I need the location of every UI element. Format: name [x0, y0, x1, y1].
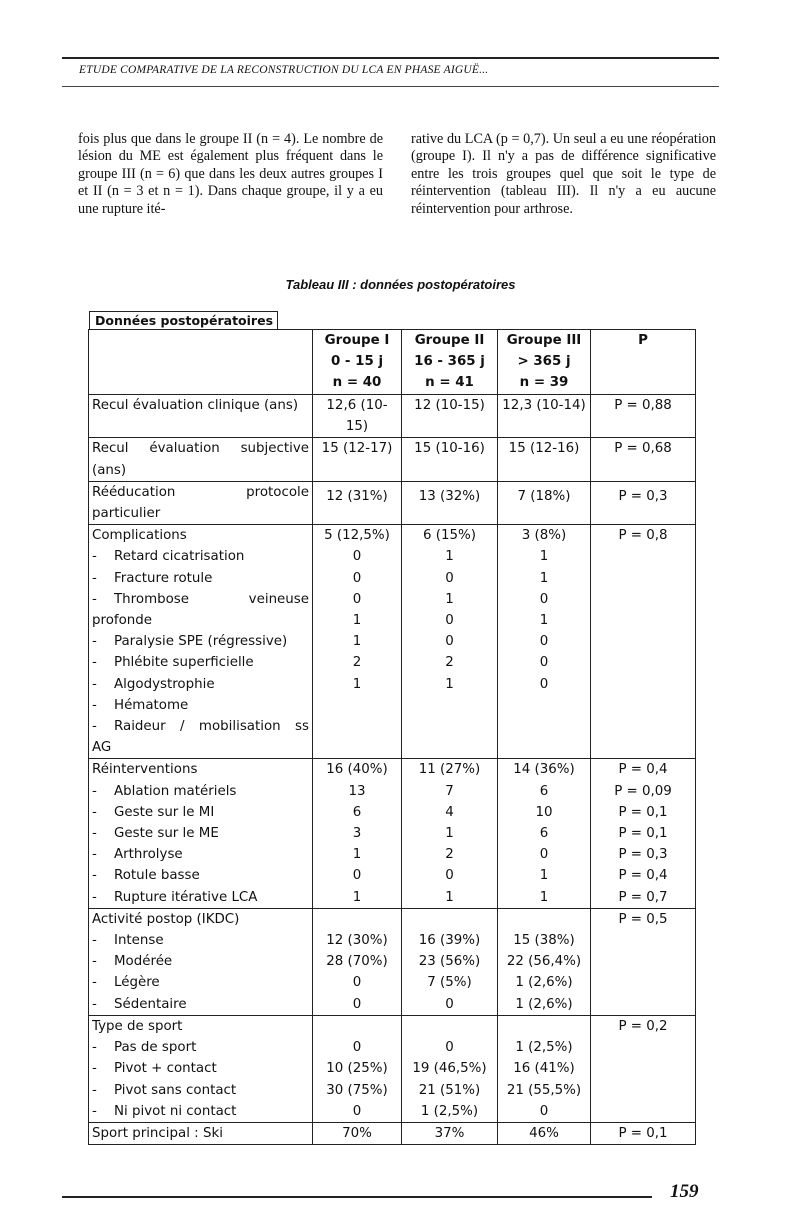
- cell-g2: 11 (27%) 7 4 1 2 0 1: [402, 759, 498, 908]
- footer-rule: [62, 1196, 652, 1198]
- cell-g1: 15 (12-17): [313, 438, 402, 481]
- cell-p: P = 0,2: [591, 1015, 696, 1122]
- cell-g2: 37%: [402, 1122, 498, 1144]
- row-label: Recul évaluation clinique (ans): [89, 395, 313, 438]
- data-table: [88, 329, 696, 1145]
- postop-table: [88, 311, 695, 1145]
- cell-g1: 70%: [313, 1122, 402, 1144]
- table-row: [89, 908, 696, 1015]
- table-row: [89, 395, 696, 438]
- body-paragraph-left: fois plus que dans le groupe II (n = 4). Le nombre de lésion du ME est également plus fréquent dans le groupe III (n = 6) que dans les deux autres groupes I et II (n = 3 et n = 1). Dans chaque groupe, il y a eu une rupture ité-: [78, 131, 383, 217]
- table-row: [89, 759, 696, 908]
- header-p: P: [591, 330, 696, 395]
- cell-p: P = 0,8: [591, 525, 696, 759]
- cell-g1: 16 (40%) 13 6 3 1 0 1: [313, 759, 402, 908]
- cell-g3: 15 (38%) 22 (56,4%) 1 (2,6%) 1 (2,6%): [498, 908, 591, 1015]
- cell-g1: 12 (31%): [313, 481, 402, 524]
- cell-g1: 12,6 (10-15): [313, 395, 402, 438]
- page-number: 159: [670, 1181, 699, 1202]
- cell-g3: 1 (2,5%) 16 (41%) 21 (55,5%) 0: [498, 1015, 591, 1122]
- body-paragraph-right: rative du LCA (p = 0,7). Un seul a eu une réopération (groupe I). Il n'y a pas de différence significative entre les trois groupes quel que soit le type de réintervention (tableau III). Il n'y a eu aucune réintervention pour arthrose.: [411, 131, 716, 217]
- cell-p: P = 0,88: [591, 395, 696, 438]
- table-row: [89, 525, 696, 759]
- cell-g1: 0 10 (25%) 30 (75%) 0: [313, 1015, 402, 1122]
- cell-g1: 12 (30%) 28 (70%) 0 0: [313, 908, 402, 1015]
- cell-g3: 14 (36%) 6 10 6 0 1 1: [498, 759, 591, 908]
- row-label: Type de sport - Pas de sport - Pivot + contact - Pivot sans contact - Ni pivot ni contact: [89, 1015, 313, 1122]
- cell-g2: 6 (15%) 1 0 1 0 0 2 1: [402, 525, 498, 759]
- cell-g3: 12,3 (10-14): [498, 395, 591, 438]
- header-rule-bottom: [62, 86, 719, 87]
- cell-g3: 7 (18%): [498, 481, 591, 524]
- cell-g2: 12 (10-15): [402, 395, 498, 438]
- cell-g2: 13 (32%): [402, 481, 498, 524]
- row-label: Rééducation protocole particulier: [89, 481, 313, 524]
- header-row: [89, 330, 696, 395]
- cell-p: P = 0,1: [591, 1122, 696, 1144]
- cell-g3: 46%: [498, 1122, 591, 1144]
- running-title: ETUDE COMPARATIVE DE LA RECONSTRUCTION DU LCA EN PHASE AIGUË...: [79, 64, 489, 76]
- header-rule-top: [62, 57, 719, 59]
- cell-p: P = 0,4 P = 0,09 P = 0,1 P = 0,1 P = 0,3 P = 0,4 P = 0,7: [591, 759, 696, 908]
- row-label: Sport principal : Ski: [89, 1122, 313, 1144]
- row-label: Complications - Retard cicatrisation - Fracture rotule - Thrombose veineuse profonde - Paralysie SPE (régressive) - Phlébite superficielle - Algodystrophie - Hématome - Raideur / mobilisation ss AG: [89, 525, 313, 759]
- cell-p: P = 0,68: [591, 438, 696, 481]
- header-g3: Groupe III > 365 j n = 39: [498, 330, 591, 395]
- cell-g2: 15 (10-16): [402, 438, 498, 481]
- row-label: Recul évaluation subjective (ans): [89, 438, 313, 481]
- table-caption: Tableau III : données postopératoires: [285, 277, 516, 292]
- cell-p: P = 0,3: [591, 481, 696, 524]
- header-g1: Groupe I 0 - 15 j n = 40: [313, 330, 402, 395]
- header-g2: Groupe II 16 - 365 j n = 41: [402, 330, 498, 395]
- row-label: Activité postop (IKDC) - Intense - Modérée - Légère - Sédentaire: [89, 908, 313, 1015]
- table-row: [89, 481, 696, 524]
- table-row: [89, 438, 696, 481]
- cell-g2: 0 19 (46,5%) 21 (51%) 1 (2,5%): [402, 1015, 498, 1122]
- table-title: Données postopératoires: [89, 311, 278, 330]
- cell-g2: 16 (39%) 23 (56%) 7 (5%) 0: [402, 908, 498, 1015]
- cell-g3: 3 (8%) 1 1 0 1 0 0 0: [498, 525, 591, 759]
- table-row: [89, 1015, 696, 1122]
- cell-g1: 5 (12,5%) 0 0 0 1 1 2 1: [313, 525, 402, 759]
- table-row: [89, 1122, 696, 1144]
- cell-p: P = 0,5: [591, 908, 696, 1015]
- cell-g3: 15 (12-16): [498, 438, 591, 481]
- row-label: Réinterventions - Ablation matériels - Geste sur le MI - Geste sur le ME - Arthrolyse - Rotule basse - Rupture itérative LCA: [89, 759, 313, 908]
